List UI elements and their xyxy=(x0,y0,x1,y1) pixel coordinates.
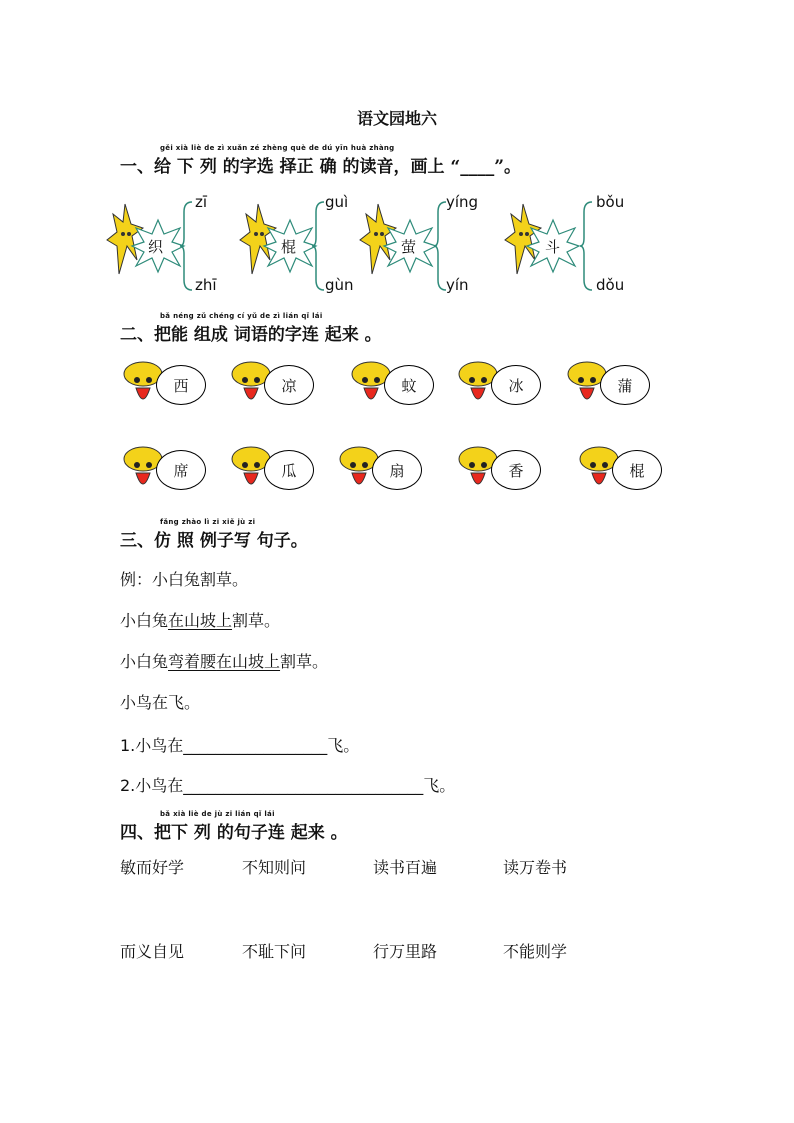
pinyin-option[interactable]: yíng xyxy=(446,193,479,211)
phrase-item[interactable]: 敏而好学 xyxy=(120,858,185,877)
prompt-line: 小鸟在飞。 xyxy=(120,693,201,712)
example-line-2 xyxy=(120,608,280,631)
section1-pinyin: gěi xià liè de zì xuǎn zé zhèng què de dú yīn huà zhàng xyxy=(160,144,395,152)
char-box-2: 棍 xyxy=(281,238,297,256)
word-char-circle[interactable]: 扇 xyxy=(372,450,422,490)
underlined-segment: 在山坡上 xyxy=(216,652,281,671)
section2-pinyin: bǎ néng zǔ chéng cí yǔ de zì lián qǐ lái xyxy=(160,312,323,320)
example-line: 例：小白兔割草。 xyxy=(120,570,249,589)
text-segment: 割草。 xyxy=(232,611,281,630)
char-box-4: 斗 xyxy=(545,238,561,256)
word-char-circle[interactable]: 凉 xyxy=(264,365,314,405)
answer-line-1[interactable]: 1.小鸟在__________________飞。 xyxy=(120,736,360,755)
phrase-item[interactable]: 不能则学 xyxy=(503,942,568,961)
example-line-3 xyxy=(120,649,328,672)
word-char-circle[interactable]: 西 xyxy=(156,365,206,405)
brace-icon xyxy=(312,200,326,292)
page-title: 语文园地六 xyxy=(356,109,437,128)
section4-pinyin: bǎ xià liè de jù zi lián qǐ lái xyxy=(160,810,275,818)
brace-icon xyxy=(180,200,194,292)
brace-icon xyxy=(580,200,594,292)
word-char-circle[interactable]: 瓜 xyxy=(264,450,314,490)
text-segment: 小白兔 xyxy=(120,652,169,671)
pinyin-option[interactable]: zī xyxy=(195,193,208,211)
pinyin-option[interactable]: guì xyxy=(325,193,349,211)
pinyin-option[interactable]: zhī xyxy=(195,276,217,294)
word-char-circle[interactable]: 冰 xyxy=(491,365,541,405)
char-box-3: 萤 xyxy=(401,238,417,256)
answer-line-2[interactable]: 2.小鸟在______________________________飞。 xyxy=(120,776,456,795)
underlined-segment: 弯着腰 xyxy=(168,652,217,671)
word-char-circle[interactable]: 棍 xyxy=(612,450,662,490)
word-char-circle[interactable]: 蒲 xyxy=(600,365,650,405)
word-char-circle[interactable]: 香 xyxy=(491,450,541,490)
pinyin-option[interactable]: dǒu xyxy=(596,276,625,294)
section2-heading: 二、把能 组成 词语的字连 起来 。 xyxy=(120,325,382,345)
pinyin-option[interactable]: gùn xyxy=(325,276,354,294)
phrase-item[interactable]: 不知则问 xyxy=(242,858,307,877)
phrase-item[interactable]: 不耻下问 xyxy=(242,942,307,961)
phrase-item[interactable]: 读万卷书 xyxy=(503,858,568,877)
word-char-circle[interactable]: 蚊 xyxy=(384,365,434,405)
word-char-circle[interactable]: 席 xyxy=(156,450,206,490)
phrase-item[interactable]: 而义自见 xyxy=(120,942,185,961)
section3-heading: 三、仿 照 例子写 句子。 xyxy=(120,531,308,551)
phrase-item[interactable]: 读书百遍 xyxy=(373,858,438,877)
phrase-item[interactable]: 行万里路 xyxy=(373,942,438,961)
char-box-1: 织 xyxy=(148,238,164,256)
underlined-segment: 在山坡上 xyxy=(168,611,233,630)
pinyin-option[interactable]: bǒu xyxy=(596,193,625,211)
section4-heading: 四、把下 列 的句子连 起来 。 xyxy=(120,823,348,843)
text-segment: 割草。 xyxy=(280,652,329,671)
text-segment: 小白兔 xyxy=(120,611,169,630)
pinyin-option[interactable]: yín xyxy=(446,276,469,294)
section1-heading: 一、给 下 列 的字选 择正 确 的读音，画上 “____”。 xyxy=(120,157,521,177)
section3-pinyin: fǎng zhào lì zi xiě jù zi xyxy=(160,518,256,526)
